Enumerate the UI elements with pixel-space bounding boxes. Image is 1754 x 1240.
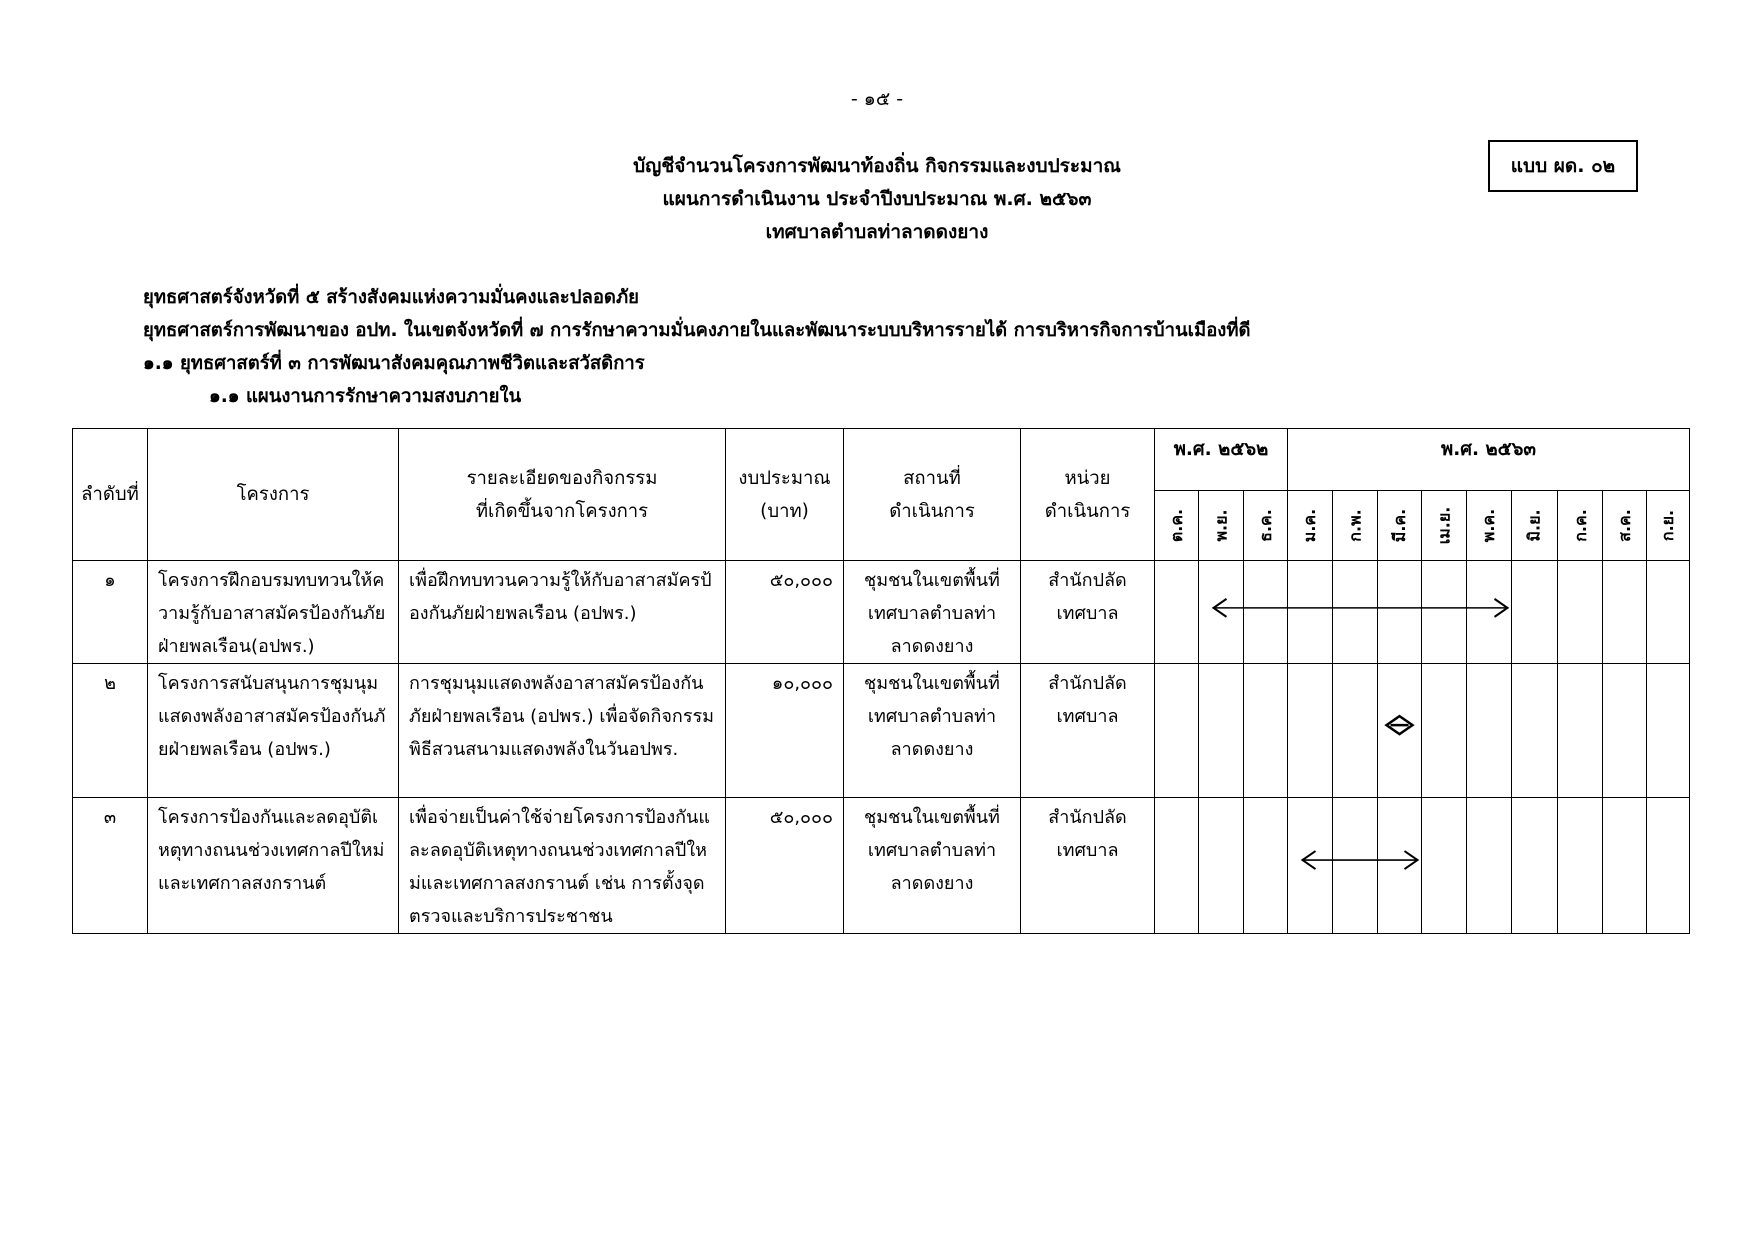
month-feb: [1333, 491, 1378, 561]
month-label: พ.ค.: [1479, 508, 1499, 543]
row-project: โครงการป้องกันและลดอุบัติเหตุทางถนนช่วงเทศกาลปีใหม่และเทศกาลสงกรานต์: [148, 798, 399, 934]
month-label: ต.ค.: [1167, 508, 1186, 543]
row-project: โครงการสนับสนุนการชุมนุมแสดงพลังอาสาสมัครป้องกันภัยฝ่ายพลเรือน (อปพร.): [148, 664, 399, 798]
month-label: พ.ย.: [1211, 509, 1231, 542]
title-line-2: แผนการดำเนินงาน ประจำปีงบประมาณ พ.ศ. ๒๕๖๓: [662, 188, 1092, 210]
row-seq: ๒: [73, 664, 148, 798]
month-cell: [1378, 664, 1422, 798]
header-detail-line1: รายละเอียดของกิจกรรม: [466, 467, 658, 489]
strategy-block: [143, 281, 1251, 413]
month-cell: [1512, 561, 1558, 664]
month-oct: [1155, 491, 1199, 561]
header-budget: [726, 429, 844, 561]
header-unit-line2: ดำเนินการ: [1044, 500, 1131, 522]
month-cell: [1467, 664, 1512, 798]
month-cell: [1199, 664, 1244, 798]
month-cell: [1288, 664, 1333, 798]
month-cell: [1558, 561, 1603, 664]
month-cell: [1422, 664, 1467, 798]
section-strategy: ๑.๑ ยุทธศาสตร์ที่ ๓ การพัฒนาสังคมคุณภาพชีวิตและสวัสดิการ: [143, 353, 645, 374]
page-number: - ๑๕ -: [850, 88, 904, 110]
row-unit: สำนักปลัดเทศบาล: [1021, 664, 1155, 798]
month-cell: [1199, 561, 1244, 664]
month-cell: [1512, 798, 1558, 934]
header-unit: [1021, 429, 1155, 561]
work-plan: ๑.๑ แผนงานการรักษาความสงบภายใน: [209, 386, 522, 407]
month-cell: [1647, 561, 1690, 664]
month-cell: [1467, 561, 1512, 664]
month-may: [1467, 491, 1512, 561]
month-label: ม.ค.: [1300, 508, 1320, 543]
header-budget-line1: งบประมาณ: [738, 467, 831, 489]
form-code-box: แบบ ผด. ๐๒: [1488, 140, 1638, 192]
month-cell: [1155, 664, 1199, 798]
month-sep: [1647, 491, 1690, 561]
month-cell: [1333, 664, 1378, 798]
month-cell: [1288, 798, 1333, 934]
month-label: เม.ย.: [1434, 506, 1454, 545]
row-seq: ๑: [73, 561, 148, 664]
row-location: ชุมชนในเขตพื้นที่เทศบาลตำบลท่าลาดดงยาง: [844, 561, 1021, 664]
month-cell: [1333, 798, 1378, 934]
row-unit: สำนักปลัดเทศบาล: [1021, 798, 1155, 934]
month-cell: [1422, 561, 1467, 664]
header-location: [844, 429, 1021, 561]
title-line-1: บัญชีจำนวนโครงการพัฒนาท้องถิ่น กิจกรรมและงบประมาณ: [633, 155, 1121, 177]
month-cell: [1155, 561, 1199, 664]
month-cell: [1603, 664, 1647, 798]
row-project: โครงการฝึกอบรมทบทวนให้ความรู้กับอาสาสมัครป้องกันภัยฝ่ายพลเรือน(อปพร.): [148, 561, 399, 664]
table-row: [73, 798, 1690, 934]
row-detail: เพื่อจ่ายเป็นค่าใช้จ่ายโครงการป้องกันและลดอุบัติเหตุทางถนนช่วงเทศกาลปีใหม่และเทศกาลสงกรานต์ เช่น การตั้งจุดตรวจและบริการประชาชน: [399, 798, 726, 934]
month-cell: [1647, 798, 1690, 934]
header-project: โครงการ: [148, 429, 399, 561]
month-cell: [1378, 798, 1422, 934]
document-titles: [0, 150, 1754, 249]
row-location: ชุมชนในเขตพื้นที่เทศบาลตำบลท่าลาดดงยาง: [844, 664, 1021, 798]
row-budget: ๕๐,๐๐๐: [726, 798, 844, 934]
month-cell: [1244, 798, 1288, 934]
month-cell: [1422, 798, 1467, 934]
row-unit: สำนักปลัดเทศบาล: [1021, 561, 1155, 664]
header-detail: [399, 429, 726, 561]
month-label: ก.ย.: [1658, 509, 1678, 542]
month-cell: [1333, 561, 1378, 664]
month-jul: [1558, 491, 1603, 561]
local-strategy: ยุทธศาสตร์การพัฒนาของ อปท. ในเขตจังหวัดที่ ๗ การรักษาความมั่นคงภายในและพัฒนาระบบบริหารรายได้ การบริหารกิจการบ้านเมืองที่ดี: [143, 320, 1251, 341]
header-row-years: [73, 429, 1690, 491]
month-dec: [1244, 491, 1288, 561]
month-cell: [1244, 664, 1288, 798]
table-row: [73, 561, 1690, 664]
header-unit-line1: หน่วย: [1064, 467, 1111, 489]
row-location: ชุมชนในเขตพื้นที่เทศบาลตำบลท่าลาดดงยาง: [844, 798, 1021, 934]
month-jun: [1512, 491, 1558, 561]
month-cell: [1467, 798, 1512, 934]
header-year-2563: พ.ศ. ๒๕๖๓: [1288, 429, 1690, 491]
header-budget-line2: (บาท): [760, 500, 809, 522]
month-aug: [1603, 491, 1647, 561]
month-jan: [1288, 491, 1333, 561]
row-seq: ๓: [73, 798, 148, 934]
month-cell: [1378, 561, 1422, 664]
month-cell: [1155, 798, 1199, 934]
month-label: ก.ค.: [1570, 509, 1590, 542]
header-year-2562: พ.ศ. ๒๕๖๒: [1155, 429, 1288, 491]
row-detail: การชุมนุมแสดงพลังอาสาสมัครป้องกันภัยฝ่ายพลเรือน (อปพร.) เพื่อจัดกิจกรรมพิธีสวนสนามแสดงพลังในวันอปพร.: [399, 664, 726, 798]
header-seq: ลำดับที่: [73, 429, 148, 561]
month-cell: [1199, 798, 1244, 934]
project-table: [72, 428, 1690, 934]
row-detail: เพื่อฝึกทบทวนความรู้ให้กับอาสาสมัครป้องกันภัยฝ่ายพลเรือน (อปพร.): [399, 561, 726, 664]
row-budget: ๑๐,๐๐๐: [726, 664, 844, 798]
month-cell: [1288, 561, 1333, 664]
table-row: [73, 664, 1690, 798]
month-cell: [1244, 561, 1288, 664]
month-cell: [1603, 798, 1647, 934]
header-location-line2: ดำเนินการ: [889, 500, 975, 522]
header-detail-line2: ที่เกิดขึ้นจากโครงการ: [475, 500, 649, 522]
month-cell: [1603, 561, 1647, 664]
month-nov: [1199, 491, 1244, 561]
month-label: ก.พ.: [1345, 509, 1365, 542]
month-label: ธ.ค.: [1256, 509, 1275, 542]
month-apr: [1422, 491, 1467, 561]
province-strategy: ยุทธศาสตร์จังหวัดที่ ๕ สร้างสังคมแห่งความมั่นคงและปลอดภัย: [143, 287, 639, 308]
month-cell: [1512, 664, 1558, 798]
month-cell: [1558, 664, 1603, 798]
month-mar: [1378, 491, 1422, 561]
header-location-line1: สถานที่: [903, 467, 961, 489]
month-label: ส.ค.: [1615, 509, 1634, 542]
month-label: มี.ค.: [1390, 508, 1409, 543]
title-line-3: เทศบาลตำบลท่าลาดดงยาง: [765, 221, 989, 243]
row-budget: ๕๐,๐๐๐: [726, 561, 844, 664]
month-cell: [1647, 664, 1690, 798]
month-label: มิ.ย.: [1524, 509, 1544, 542]
month-cell: [1558, 798, 1603, 934]
